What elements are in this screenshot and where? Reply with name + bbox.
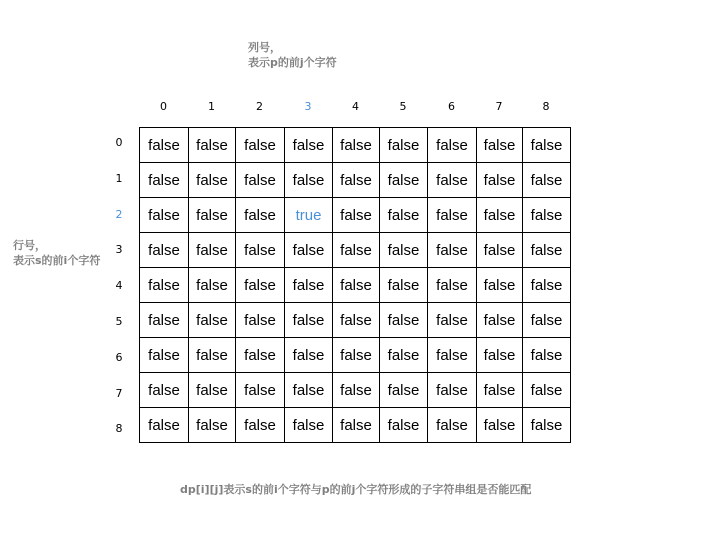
- dp-cell: false: [380, 163, 428, 198]
- dp-cell: false: [428, 268, 477, 303]
- dp-cell: false: [380, 128, 428, 163]
- dp-cell: false: [189, 198, 236, 233]
- table-row: [140, 338, 571, 373]
- dp-cell: false: [285, 233, 333, 268]
- column-index: 0: [160, 100, 167, 113]
- column-index: 8: [542, 100, 550, 113]
- dp-cell: false: [477, 128, 523, 163]
- dp-cell: false: [140, 268, 189, 303]
- dp-cell: false: [333, 198, 380, 233]
- dp-cell: false: [140, 303, 189, 338]
- dp-cell: false: [477, 233, 523, 268]
- dp-cell: false: [428, 408, 477, 443]
- dp-cell: false: [189, 163, 236, 198]
- row-index: 7: [115, 386, 123, 400]
- table-row: [140, 303, 571, 338]
- row-caption-title: 行号，: [13, 239, 46, 252]
- dp-cell: false: [189, 373, 236, 408]
- row-index: 2: [115, 207, 123, 221]
- dp-cell: false: [189, 268, 236, 303]
- table-row: [140, 373, 571, 408]
- row-caption-description: 表示s的前i个字符: [13, 254, 101, 267]
- dp-cell: false: [285, 303, 333, 338]
- dp-cell: false: [428, 373, 477, 408]
- dp-cell: false: [236, 373, 285, 408]
- dp-cell: false: [428, 338, 477, 373]
- dp-cell: false: [380, 408, 428, 443]
- dp-definition-caption: dp[i][j]表示s的前i个字符与p的前j个字符形成的子字符串组是否能匹配: [180, 483, 532, 496]
- dp-cell: false: [333, 128, 380, 163]
- dp-cell: false: [523, 408, 571, 443]
- table-row: [140, 128, 571, 163]
- dp-cell: false: [333, 303, 380, 338]
- dp-cell: false: [333, 233, 380, 268]
- table-row: [140, 408, 571, 443]
- dp-cell: false: [140, 198, 189, 233]
- column-caption: [248, 40, 337, 70]
- column-index: 2: [256, 100, 263, 113]
- dp-cell: false: [523, 198, 571, 233]
- dp-cell: false: [333, 268, 380, 303]
- table-row: [140, 198, 571, 233]
- row-index: 1: [115, 171, 123, 185]
- dp-cell: false: [236, 408, 285, 443]
- dp-cell: false: [428, 233, 477, 268]
- dp-cell: false: [140, 163, 189, 198]
- column-index: 3: [304, 100, 312, 113]
- dp-cell: false: [236, 128, 285, 163]
- dp-cell: false: [140, 128, 189, 163]
- dp-cell: false: [477, 268, 523, 303]
- dp-cell: false: [236, 198, 285, 233]
- dp-cell: false: [333, 408, 380, 443]
- dp-cell: false: [236, 233, 285, 268]
- row-index: 3: [115, 243, 123, 257]
- dp-cell: false: [236, 268, 285, 303]
- row-index: 5: [115, 314, 123, 328]
- dp-cell: false: [236, 163, 285, 198]
- dp-cell: false: [189, 338, 236, 373]
- dp-cell: false: [380, 373, 428, 408]
- row-index: 4: [115, 279, 123, 293]
- dp-cell: false: [285, 373, 333, 408]
- dp-cell: false: [477, 338, 523, 373]
- column-index: 1: [208, 100, 215, 113]
- dp-cell: false: [333, 338, 380, 373]
- dp-cell: false: [523, 303, 571, 338]
- dp-cell: false: [477, 373, 523, 408]
- dp-cell: false: [380, 303, 428, 338]
- dp-cell: false: [285, 408, 333, 443]
- dp-table: [139, 127, 571, 443]
- dp-cell: false: [477, 408, 523, 443]
- dp-cell: false: [380, 198, 428, 233]
- table-row: [140, 163, 571, 198]
- dp-cell: false: [477, 198, 523, 233]
- column-caption-description: 表示p的前j个字符: [248, 56, 337, 69]
- dp-cell: false: [523, 373, 571, 408]
- dp-cell: true: [285, 198, 333, 233]
- column-index: 6: [448, 100, 455, 113]
- dp-cell: false: [285, 128, 333, 163]
- row-index: 0: [115, 135, 123, 149]
- dp-cell: false: [523, 233, 571, 268]
- dp-cell: false: [140, 408, 189, 443]
- dp-cell: false: [285, 338, 333, 373]
- row-index: 8: [115, 422, 123, 436]
- dp-cell: false: [380, 233, 428, 268]
- table-row: [140, 233, 571, 268]
- column-index: 5: [399, 100, 407, 113]
- column-index: 7: [495, 100, 503, 113]
- dp-cell: false: [380, 338, 428, 373]
- dp-cell: false: [428, 128, 477, 163]
- dp-cell: false: [140, 233, 189, 268]
- dp-cell: false: [189, 303, 236, 338]
- dp-cell: false: [523, 268, 571, 303]
- dp-cell: false: [428, 303, 477, 338]
- dp-cell: false: [428, 163, 477, 198]
- dp-cell: false: [189, 408, 236, 443]
- dp-cell: false: [523, 338, 571, 373]
- dp-cell: false: [236, 303, 285, 338]
- dp-cell: false: [428, 198, 477, 233]
- dp-cell: false: [380, 268, 428, 303]
- row-caption: [13, 238, 100, 268]
- dp-cell: false: [523, 128, 571, 163]
- dp-cell: false: [333, 373, 380, 408]
- dp-cell: false: [236, 338, 285, 373]
- dp-cell: false: [285, 268, 333, 303]
- dp-cell: false: [477, 163, 523, 198]
- dp-cell: false: [189, 128, 236, 163]
- dp-cell: false: [285, 163, 333, 198]
- dp-cell: false: [140, 373, 189, 408]
- dp-cell: false: [333, 163, 380, 198]
- dp-cell: false: [523, 163, 571, 198]
- dp-cell: false: [189, 233, 236, 268]
- row-index: 6: [115, 350, 123, 364]
- dp-cell: false: [477, 303, 523, 338]
- table-row: [140, 268, 571, 303]
- dp-cell: false: [140, 338, 189, 373]
- column-caption-title: 列号，: [248, 41, 281, 54]
- column-index: 4: [352, 100, 359, 113]
